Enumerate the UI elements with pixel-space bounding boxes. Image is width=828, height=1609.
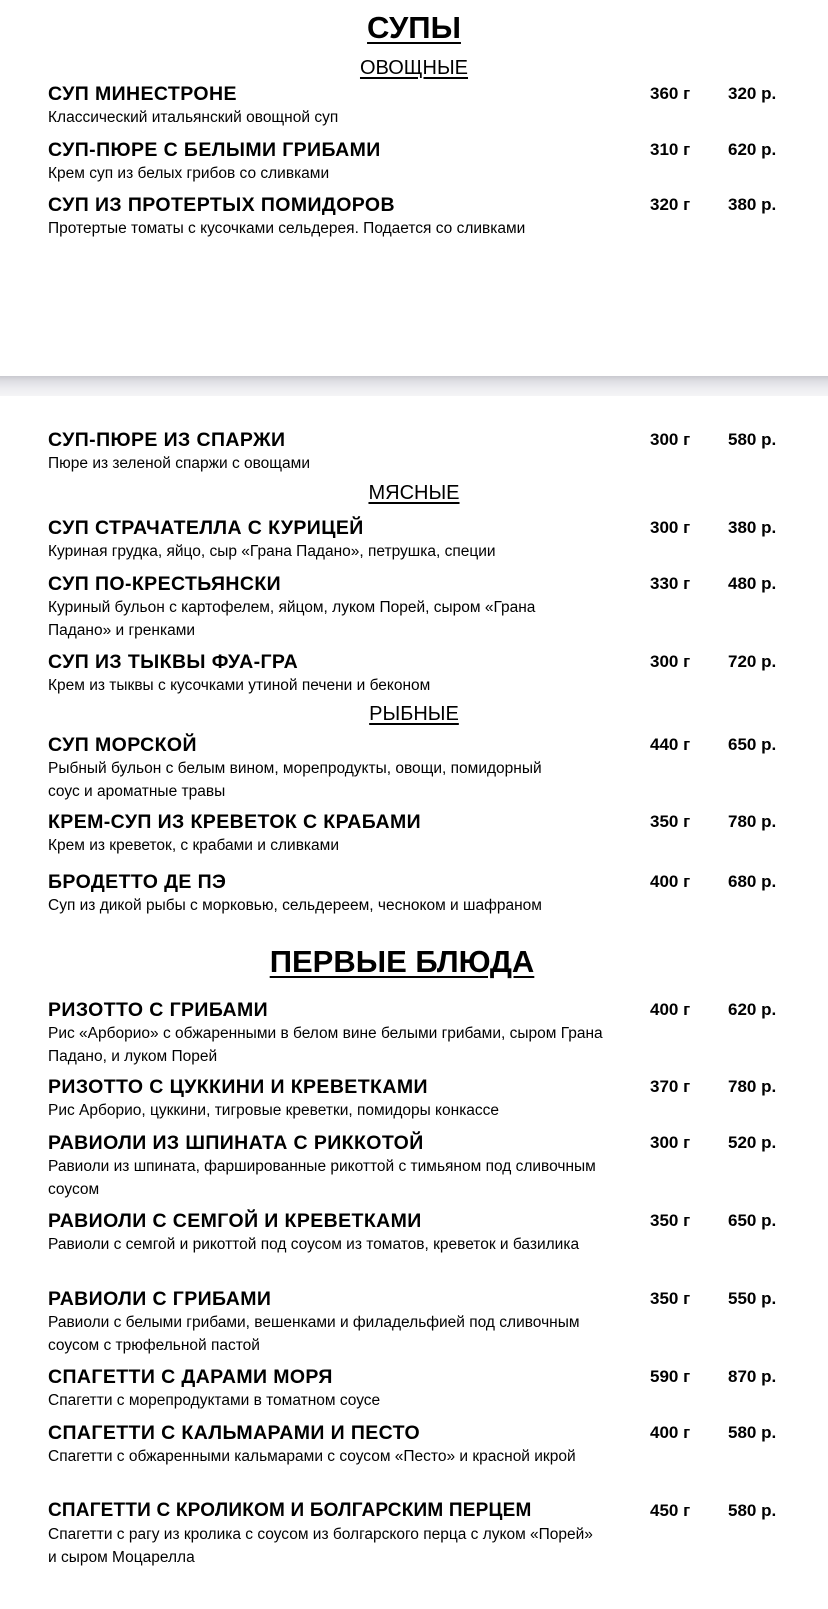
item-name: СУП ПО-КРЕСТЬЯНСКИ — [48, 573, 282, 595]
item-price: 580 р. — [728, 1423, 777, 1442]
item-description: Спагетти с рагу из кролика с соусом из болгарского перца с луком «Порей» и сыром Моцарелла — [48, 1526, 593, 1566]
item-name: СПАГЕТТИ С ДАРАМИ МОРЯ — [48, 1366, 333, 1388]
item-price: 650 р. — [728, 1211, 777, 1230]
subsection-title-vegetable: ОВОЩНЫЕ — [359, 57, 469, 79]
item-description: Суп из дикой рыбы с морковью, сельдереем, чесноком и шафраном — [48, 897, 542, 914]
menu-item — [48, 870, 798, 917]
menu-item — [48, 516, 798, 563]
menu-item — [48, 1131, 798, 1201]
item-description: Равиоли с семгой и рикоттой под соусом из томатов, креветок и базилика — [48, 1236, 580, 1253]
item-description: Равиоли с белыми грибами, вешенками и филадельфией под сливочным соусом с трюфельной пастой — [48, 1314, 580, 1354]
menu-item — [48, 428, 798, 475]
item-price: 720 р. — [728, 652, 777, 671]
page-separator — [0, 376, 828, 396]
item-description: Рыбный бульон с белым вином, морепродукты, овощи, помидорный соус и ароматные травы — [48, 760, 542, 800]
item-name: СУП МИНЕСТРОНЕ — [48, 83, 237, 105]
item-weight: 590 г — [650, 1367, 691, 1386]
item-weight: 300 г — [650, 1133, 691, 1152]
item-price: 580 р. — [728, 1501, 777, 1520]
item-price: 780 р. — [728, 1077, 777, 1096]
item-weight: 330 г — [650, 574, 691, 593]
item-price: 320 р. — [728, 84, 777, 103]
item-price: 620 р. — [728, 140, 777, 159]
menu-item — [48, 650, 798, 697]
item-weight: 300 г — [650, 518, 691, 537]
item-price: 620 р. — [728, 1000, 777, 1019]
item-description: Классический итальянский овощной суп — [48, 109, 339, 126]
item-description: Куриная грудка, яйцо, сыр «Грана Падано», петрушка, специи — [48, 543, 496, 560]
item-name: СУП СТРАЧАТЕЛЛА С КУРИЦЕЙ — [48, 517, 364, 539]
item-weight: 360 г — [650, 84, 691, 103]
item-description: Спагетти с морепродуктами в томатном соусе — [48, 1392, 381, 1409]
item-weight: 400 г — [650, 1423, 691, 1442]
item-description: Крем из тыквы с кусочками утиной печени и беконом — [48, 677, 431, 694]
subsection-title-fish: РЫБНЫЕ — [369, 703, 459, 725]
menu-item — [48, 1421, 798, 1468]
item-price: 480 р. — [728, 574, 777, 593]
menu-item — [48, 733, 798, 803]
item-price: 520 р. — [728, 1133, 777, 1152]
item-name: СПАГЕТТИ С КРОЛИКОМ И БОЛГАРСКИМ ПЕРЦЕМ — [48, 1500, 532, 1521]
item-description: Равиоли из шпината, фаршированные рикоттой с тимьяном под сливочным соусом — [48, 1158, 596, 1198]
item-price: 870 р. — [728, 1367, 777, 1386]
item-description: Спагетти с обжаренными кальмарами с соусом «Песто» и красной икрой — [48, 1448, 576, 1465]
item-price: 650 р. — [728, 735, 777, 754]
menu-page-1 — [0, 0, 828, 376]
item-description: Крем из креветок, с крабами и сливками — [48, 837, 339, 854]
item-name: КРЕМ-СУП ИЗ КРЕВЕТОК С КРАБАМИ — [48, 811, 421, 833]
item-name: РАВИОЛИ С СЕМГОЙ И КРЕВЕТКАМИ — [48, 1210, 422, 1232]
item-name: РИЗОТТО С ГРИБАМИ — [48, 999, 269, 1021]
item-name: РАВИОЛИ С ГРИБАМИ — [48, 1288, 272, 1310]
item-description: Протертые томаты с кусочками сельдерея. Подается со сливками — [48, 220, 526, 237]
item-description: Рис «Арборио» с обжаренными в белом вине белыми грибами, сыром Грана Падано, и луком Порей — [48, 1025, 603, 1065]
item-price: 580 р. — [728, 430, 777, 449]
menu-page-2 — [0, 396, 828, 1609]
item-weight: 350 г — [650, 812, 691, 831]
item-weight: 400 г — [650, 872, 691, 891]
item-name: СУП-ПЮРЕ ИЗ СПАРЖИ — [48, 429, 286, 451]
item-weight: 320 г — [650, 195, 691, 214]
menu-item — [48, 1075, 798, 1122]
item-name: СУП ИЗ ТЫКВЫ ФУА-ГРА — [48, 651, 299, 673]
section-title-soups: СУПЫ — [367, 10, 461, 45]
item-weight: 350 г — [650, 1211, 691, 1230]
item-price: 780 р. — [728, 812, 777, 831]
item-name: СУП МОРСКОЙ — [48, 734, 197, 756]
item-description: Пюре из зеленой спаржи с овощами — [48, 455, 310, 472]
item-name: РИЗОТТО С ЦУККИНИ И КРЕВЕТКАМИ — [48, 1076, 428, 1098]
menu-item — [48, 572, 798, 642]
item-name: СПАГЕТТИ С КАЛЬМАРАМИ И ПЕСТО — [48, 1422, 421, 1444]
item-description: Крем суп из белых грибов со сливками — [48, 165, 330, 182]
item-weight: 400 г — [650, 1000, 691, 1019]
item-weight: 300 г — [650, 430, 691, 449]
menu-item — [48, 998, 798, 1068]
item-weight: 440 г — [650, 735, 691, 754]
menu-item — [48, 138, 798, 185]
item-price: 550 р. — [728, 1289, 777, 1308]
menu-item — [48, 82, 798, 129]
item-weight: 350 г — [650, 1289, 691, 1308]
section-title-first-courses: ПЕРВЫЕ БЛЮДА — [269, 944, 535, 979]
menu-item — [48, 1365, 798, 1412]
menu-item — [48, 1499, 798, 1569]
item-name: БРОДЕТТО ДЕ ПЭ — [48, 871, 227, 893]
item-weight: 370 г — [650, 1077, 691, 1096]
item-price: 380 р. — [728, 518, 777, 537]
item-weight: 450 г — [650, 1501, 691, 1520]
menu-item — [48, 1287, 798, 1357]
item-weight: 310 г — [650, 140, 691, 159]
item-price: 380 р. — [728, 195, 777, 214]
subsection-title-meat: МЯСНЫЕ — [368, 482, 460, 504]
item-name: СУП-ПЮРЕ С БЕЛЫМИ ГРИБАМИ — [48, 139, 381, 161]
menu-item — [48, 810, 798, 857]
item-description: Куриный бульон с картофелем, яйцом, луком Порей, сыром «Грана Падано» и гренками — [48, 599, 536, 639]
item-weight: 300 г — [650, 652, 691, 671]
menu-item — [48, 193, 798, 240]
item-price: 680 р. — [728, 872, 777, 891]
item-name: СУП ИЗ ПРОТЕРТЫХ ПОМИДОРОВ — [48, 194, 395, 216]
item-name: РАВИОЛИ ИЗ ШПИНАТА С РИККОТОЙ — [48, 1132, 424, 1154]
menu-item — [48, 1209, 798, 1256]
item-description: Рис Арборио, цуккини, тигровые креветки, помидоры конкассе — [48, 1102, 500, 1119]
